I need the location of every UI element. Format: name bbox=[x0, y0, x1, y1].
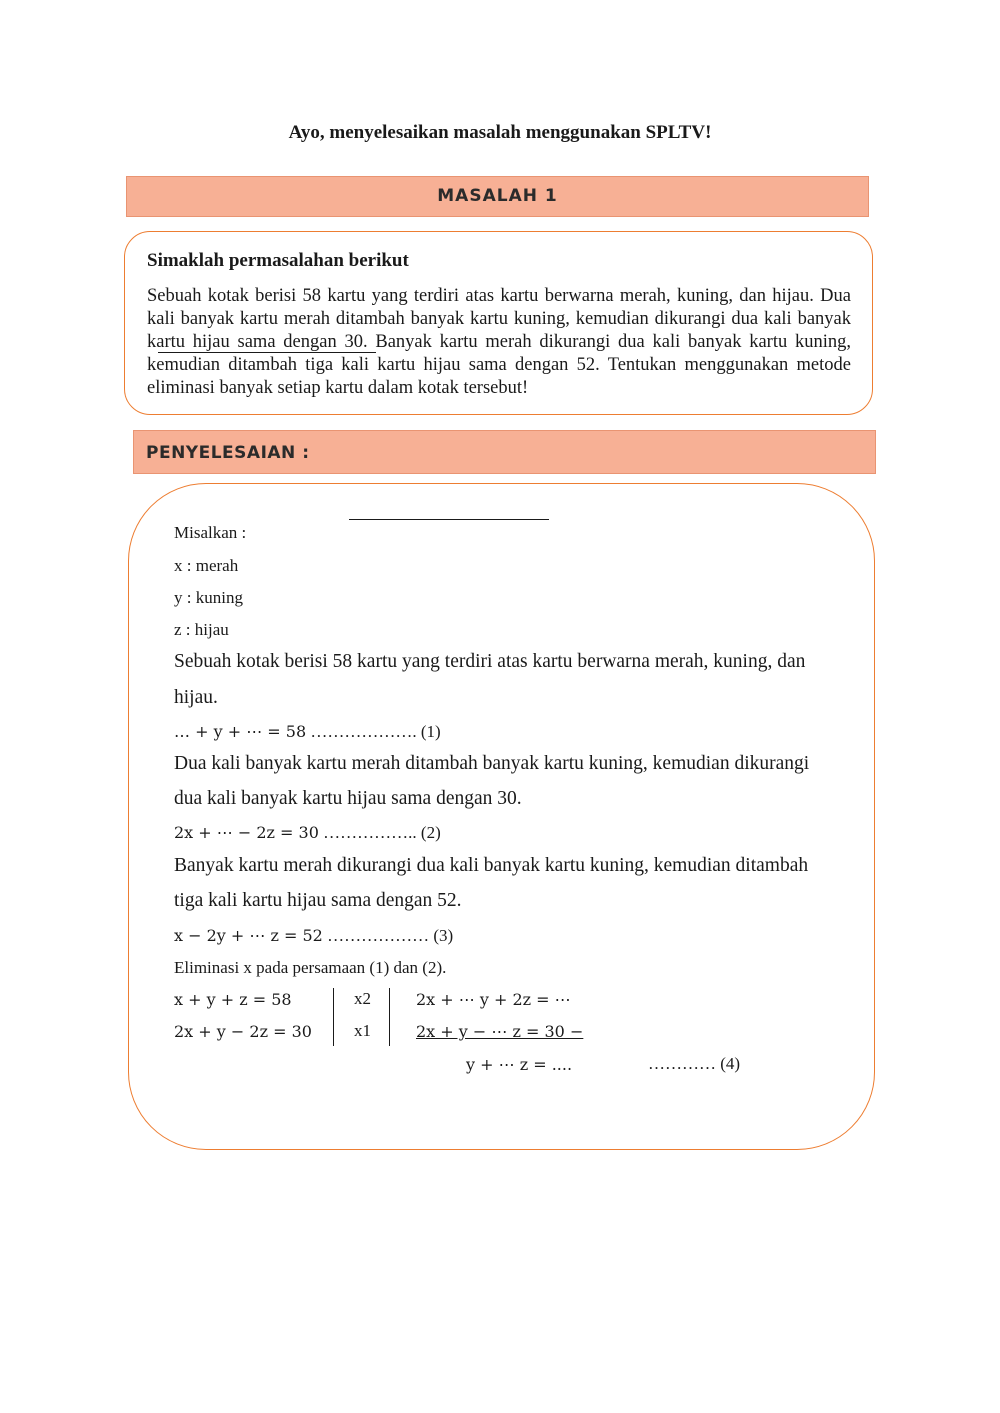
elimination-result: y + ⋯ z = .... bbox=[466, 1055, 573, 1074]
statement-1-line-1: Sebuah kotak berisi 58 kartu yang terdiri atas kartu berwarna merah, kuning, dan bbox=[174, 651, 806, 672]
underline-stroke bbox=[158, 352, 376, 353]
statement-3-line-2: tiga kali kartu hijau sama dengan 52. bbox=[174, 890, 462, 911]
elimination-row-2-left: 2x + y − 2z = 30 bbox=[174, 1022, 312, 1041]
elimination-row-2-multiplier: x1 bbox=[354, 1021, 371, 1040]
elimination-row-1-left: x + y + z = 58 bbox=[174, 990, 292, 1009]
variable-y: y : kuning bbox=[174, 588, 243, 607]
statement-1-line-2: hijau. bbox=[174, 687, 218, 708]
equation-2 bbox=[174, 823, 441, 843]
blank-line bbox=[349, 519, 549, 520]
statement-2-line-1: Dua kali banyak kartu merah ditambah banyak kartu kuning, kemudian dikurangi bbox=[174, 753, 810, 774]
elimination-row-1-right: 2x + ⋯ y + 2z = ⋯ bbox=[416, 990, 571, 1009]
variable-z: z : hijau bbox=[174, 620, 229, 639]
problem-heading: Simaklah permasalahan berikut bbox=[147, 250, 409, 271]
solution-box bbox=[128, 483, 875, 1150]
elimination-row-1-multiplier: x2 bbox=[354, 989, 371, 1008]
equation-2-tag: …………….. (2) bbox=[318, 823, 441, 842]
equation-3-expression: x − 2y + ⋯ z = 52 bbox=[174, 926, 323, 945]
equation-2-expression: 2x + ⋯ − 2z = 30 bbox=[174, 823, 319, 842]
statement-2-line-2: dua kali banyak kartu hijau sama dengan 30. bbox=[174, 788, 522, 809]
statement-3-line-1: Banyak kartu merah dikurangi dua kali banyak kartu kuning, kemudian ditambah bbox=[174, 855, 809, 876]
elimination-caption: Eliminasi x pada persamaan (1) dan (2). bbox=[174, 958, 447, 977]
variable-x: x : merah bbox=[174, 556, 239, 575]
elimination-result-tag: ………… (4) bbox=[648, 1054, 741, 1073]
masalah-banner-label: MASALAH 1 bbox=[437, 186, 558, 206]
masalah-banner bbox=[126, 176, 869, 217]
penyelesaian-banner bbox=[133, 430, 876, 474]
equation-1 bbox=[174, 722, 441, 742]
problem-box bbox=[124, 231, 873, 415]
page-title: Ayo, menyelesaikan masalah menggunakan SPLTV! bbox=[288, 122, 712, 143]
equation-1-expression: … + y + ⋯ = 58 bbox=[174, 722, 307, 741]
multiplier-divider-left bbox=[333, 988, 334, 1046]
equation-3 bbox=[174, 926, 453, 946]
penyelesaian-banner-label: PENYELESAIAN : bbox=[146, 443, 310, 463]
multiplier-divider-right bbox=[389, 988, 390, 1046]
equation-3-tag: ……………… (3) bbox=[322, 926, 454, 945]
problem-text: Sebuah kotak berisi 58 kartu yang terdiri atas kartu berwarna merah, kuning, dan hijau. Dua kali banyak kartu merah ditambah banyak kartu kuning, kemudian dikurangi dua kali banyak kartu hijau sama dengan 30. Banyak kartu merah dikurangi dua kali banyak kartu kuning, kemudian ditambah tiga kali kartu hijau sama dengan 52. Tentukan menggunakan metode eliminasi banyak setiap kartu dalam kotak tersebut! bbox=[147, 286, 851, 398]
equation-1-tag: ………………. (1) bbox=[306, 722, 441, 741]
elimination-row-2-right: 2x + y − ⋯ z = 30 − bbox=[416, 1022, 584, 1041]
misalkan-label: Misalkan : bbox=[174, 523, 247, 542]
